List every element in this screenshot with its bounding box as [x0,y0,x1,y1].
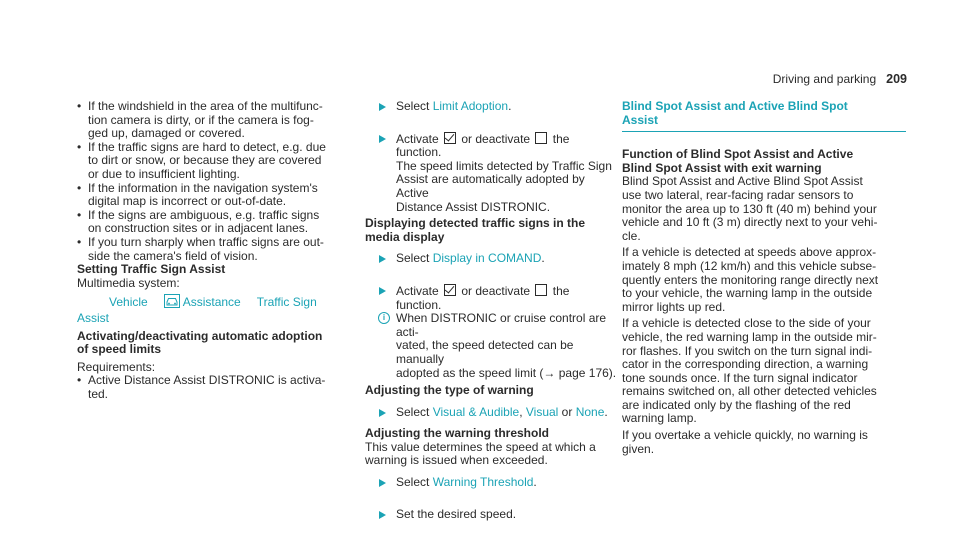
step-select-display: Select Display in COMAND. [365,252,617,266]
paragraph: If a vehicle is detected close to the side of your vehicle, the red warning lamp in the outside mir- ror flashes. If you switch on the turn signal indi- cator in the corresponding direction, a warning tone sounds once. If the turn signal indicator remains switched on, all other detected vehicles are indicated only by the flashing of the red warning lamp. [622,316,877,426]
list-item: • If the traffic signs are hard to detect, e.g. due to dirt or snow, or because they are covered or due to insufficient lighting. [77,141,359,182]
step-activate-display: Activate or deactivate the function. [365,284,617,312]
media-heading: Displaying detected traffic signs in the media display [365,216,586,244]
paragraph: If a vehicle is detected at speeds above approx- imately 8 mph (12 km/h) and this vehicle subse- quently enters the monitoring range directly next to your vehicle, the warning lamp in the outside mirror lights up red. [622,245,879,314]
requirements-list [77,374,359,401]
list-item: • If the windshield in the area of the multifunc- tion camera is dirty, or if the camera is fog- ged up, damaged or covered. [77,100,359,141]
checkbox-checked-icon [444,132,456,144]
warning-type-heading: Adjusting the type of warning [365,383,534,398]
threshold-text: This value determines the speed at which a warning is issued when exceeded. [365,439,596,468]
step-arrow-icon [379,255,386,263]
column-left [77,100,359,401]
link-limit-adoption[interactable]: Limit Adoption [432,99,509,113]
menu-traffic-sign[interactable]: Traffic Sign [256,295,317,310]
step-activate: Activate or deactivate the function. The speed limits detected by Traffic Sign Assist are automatically adopted by Active Distance Assist DISTRONIC. [365,132,617,215]
list-item: • Active Distance Assist DISTRONIC is activa- ted. [77,374,359,401]
link-visual-audible[interactable]: Visual & Audible [432,404,520,419]
link-none[interactable]: None [575,404,605,419]
page-header [773,73,907,87]
list-item: • If the information in the navigation system's digital map is incorrect or out-of-date. [77,182,359,209]
menu-assist[interactable]: Assist [77,310,110,325]
step-select-limit-adoption: Select Limit Adoption. [365,100,617,114]
paragraph: If you overtake a vehicle quickly, no warning is given. [622,428,868,456]
car-icon [164,294,180,312]
step-select-threshold: Select Warning Threshold. [365,476,617,490]
blind-spot-section-title: Blind Spot Assist and Active Blind Spot Assist [622,100,906,132]
column-middle [365,100,617,521]
step-arrow-icon [379,409,386,417]
link-visual[interactable]: Visual [525,404,559,419]
checkbox-empty-icon [535,132,547,144]
step-arrow-icon [379,287,386,295]
menu-assistance[interactable]: Assistance [182,295,241,310]
step-arrow-icon [379,511,386,519]
link-warning-threshold[interactable]: Warning Threshold [432,475,534,490]
section-title: Driving and parking [772,72,877,86]
menu-vehicle[interactable]: Vehicle [109,295,148,310]
menu-path [77,294,359,312]
function-heading: Function of Blind Spot Assist and Active Blind Spot Assist with exit warning [622,147,854,175]
condition-list [77,100,359,263]
adopt-heading: Activating/deactivating automatic adoption of speed limits [77,328,323,357]
system-label: Multimedia system: [77,275,180,290]
list-item: • If the signs are ambiguous, e.g. traffic signs on construction sites or in adjacent lanes. [77,209,359,236]
checkbox-empty-icon [535,284,547,296]
step-arrow-icon [379,135,386,143]
step-select-warning-type: Select Visual & Audible, Visual or None. [365,406,617,420]
page-number: 209 [886,72,907,86]
info-icon: i [378,312,390,324]
step-set-speed: Set the desired speed. [365,508,617,522]
list-item: • If you turn sharply when traffic signs are out- side the camera's field of vision. [77,236,359,263]
column-right [622,100,906,456]
step-arrow-icon [379,103,386,111]
setting-heading: Setting Traffic Sign Assist [77,262,226,277]
checkbox-checked-icon [444,284,456,296]
threshold-heading: Adjusting the warning threshold [365,426,549,441]
paragraph: Blind Spot Assist and Active Blind Spot Assist use two lateral, rear-facing radar sensors to monitor the area up to 130 ft (40 m) behind your vehicle and 10 ft (3 m) directly next to your vehi- cle. [622,174,878,243]
requirements-label: Requirements: [77,359,156,374]
info-note: i When DISTRONIC or cruise control are acti- vated, the speed detected can be manually adopted as the speed limit (→ page 176). [365,312,617,380]
link-display-in-comand[interactable]: Display in COMAND [432,251,542,266]
step-arrow-icon [379,479,386,487]
